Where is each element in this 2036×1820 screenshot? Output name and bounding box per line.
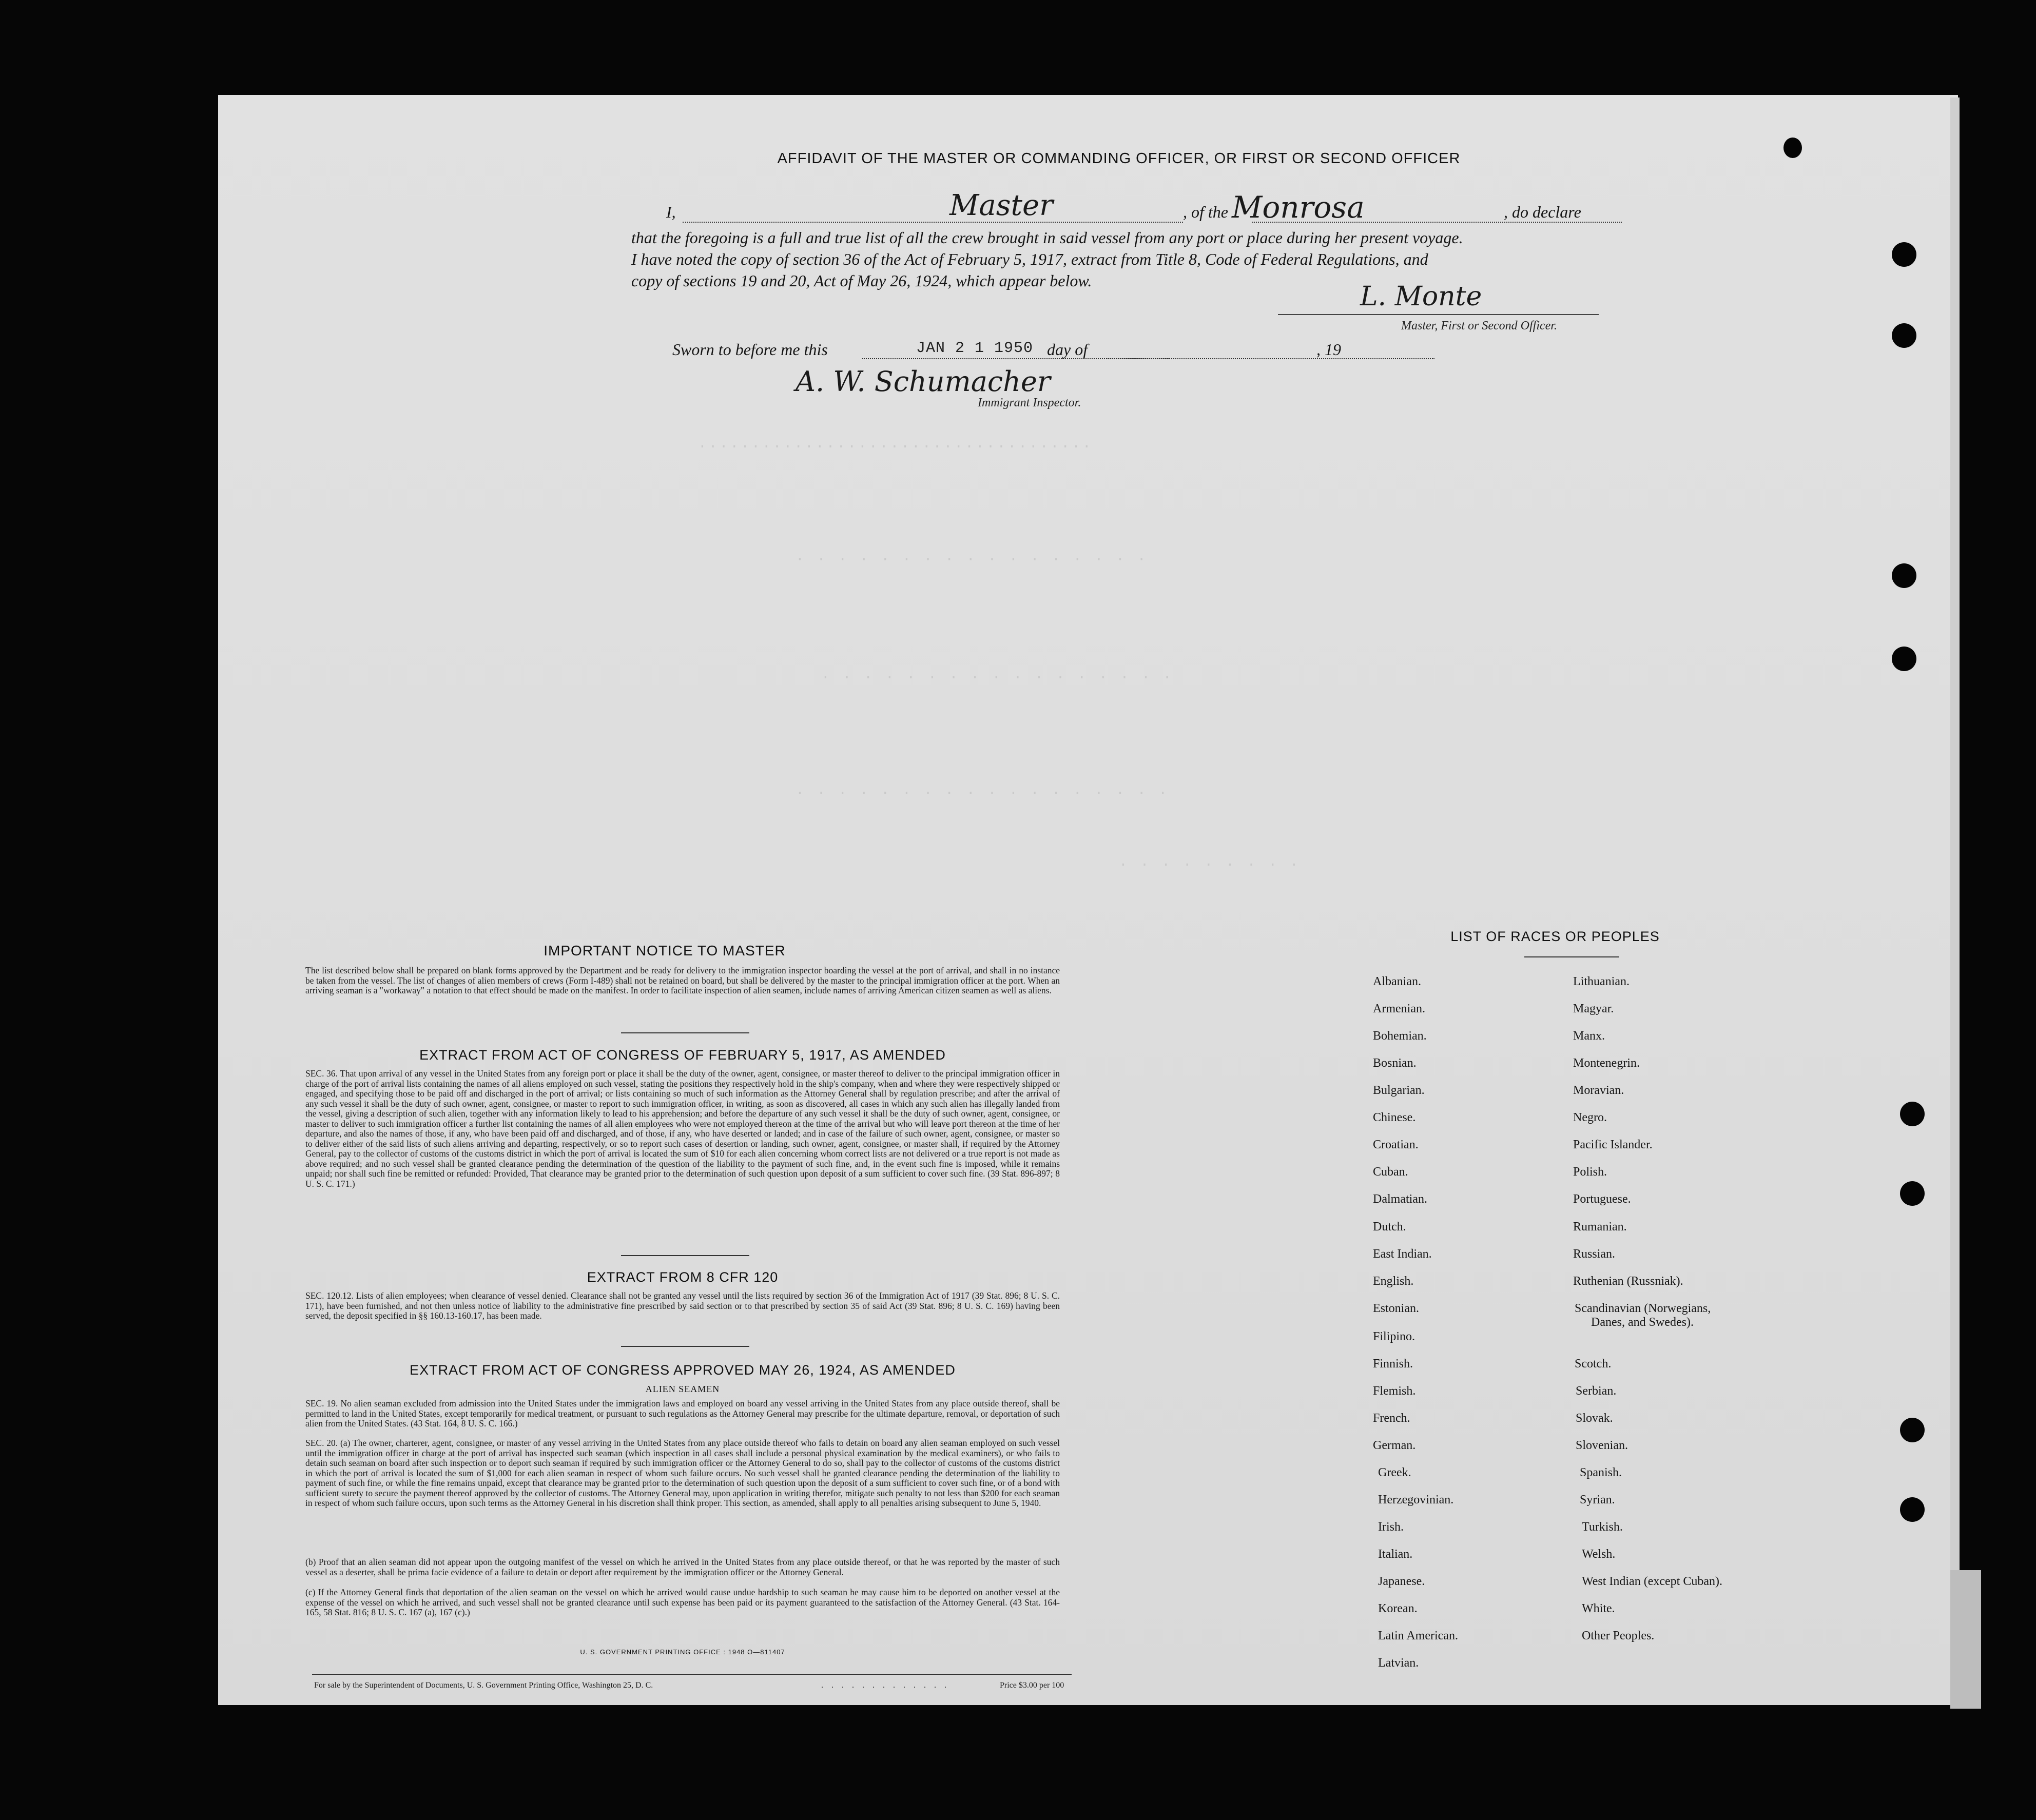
filled-role: Master [949,189,1053,222]
sworn-suffix: , 19 [1316,340,1341,359]
divider [621,1346,749,1347]
date-stamp: JAN 2 1 1950 [916,340,1034,357]
race-item: Bohemian. [1373,1029,1427,1043]
page-edge [1950,97,1960,1706]
races-divider [1524,956,1619,957]
punch-hole [1892,563,1916,588]
race-item: Magyar. [1573,1002,1614,1015]
race-item: Spanish. [1580,1466,1622,1479]
alien-seamen-subtitle: ALIEN SEAMEN [645,1384,720,1394]
punch-hole [1900,1181,1925,1206]
race-item: Italian. [1378,1548,1413,1561]
punch-hole [1900,1418,1925,1442]
race-item: Bulgarian. [1373,1084,1425,1097]
divider [621,1255,749,1256]
race-item: Latvian. [1378,1656,1419,1670]
declaration-line-4: copy of sections 19 and 20, Act of May 26, 1924, which appear below. [631,271,1092,290]
bleed-through: . . . . . . . . . . . . . . . . . [796,549,1148,565]
declaration-line-3: I have noted the copy of section 36 of the Act of February 5, 1917, extract from Title 8, Code of Federal Regulations, and [631,250,1428,268]
race-item: Herzegovinian. [1378,1493,1454,1506]
race-item: Dutch. [1373,1220,1406,1234]
race-item: Chinese. [1373,1111,1416,1124]
race-item: Pacific Islander. [1573,1138,1653,1151]
page-fold [1950,1570,1981,1709]
race-item: Portuguese. [1573,1192,1631,1206]
bleed-through: . . . . . . . . . [1119,854,1301,870]
bleed-through: . . . . . . . . . . . . . . . . . . [796,782,1170,798]
race-item: Scotch. [1575,1357,1612,1371]
race-item: Syrian. [1580,1493,1615,1506]
races-title: LIST OF RACES OR PEOPLES [1450,929,1660,944]
master-signature: L. Monte [1360,281,1482,312]
race-item: Filipino. [1373,1330,1415,1343]
race-item: Korean. [1378,1602,1418,1615]
declaration-suffix: , do declare [1504,203,1581,221]
race-item: Dalmatian. [1373,1192,1427,1206]
race-item: East Indian. [1373,1247,1432,1261]
inspector-signature: A. W. Schumacher [796,365,1051,398]
race-item: Montenegrin. [1573,1056,1640,1070]
race-item: Armenian. [1373,1002,1425,1015]
race-item: Other Peoples. [1582,1629,1655,1642]
divider [621,1032,749,1033]
race-item: Turkish. [1582,1520,1623,1534]
footer-dots: . . . . . . . . . . . . . [821,1681,949,1690]
notice-title: IMPORTANT NOTICE TO MASTER [544,943,786,958]
filled-vessel: Monrosa [1232,190,1365,225]
race-item: Japanese. [1378,1575,1425,1588]
bleed-through: ..................................... [698,436,1093,452]
race-item: Lithuanian. [1573,975,1630,988]
declaration-line-2: that the foregoing is a full and true list of all the crew brought in said vessel from any port or place during her present voyage. [631,228,1463,247]
footer-sale-note: For sale by the Superintendent of Documents, U. S. Government Printing Office, Washington 25, D. C. [314,1681,653,1690]
punch-hole [1783,138,1802,158]
race-item: West Indian (except Cuban). [1582,1575,1722,1588]
race-item: White. [1582,1602,1615,1615]
punch-hole [1900,1102,1925,1126]
punch-hole [1892,242,1916,267]
race-item: Welsh. [1582,1548,1616,1561]
race-item: Polish. [1573,1165,1607,1179]
extract-1924-title: EXTRACT FROM ACT OF CONGRESS APPROVED MAY 26, 1924, AS AMENDED [410,1362,956,1378]
extract-cfr-body: SEC. 120.12. Lists of alien employees; when clearance of vessel denied. Clearance shall not be granted any vessel until the lists required by section 36 of the Immigration Act of 1917 (39 Stat. 896; 8 U. S. C. 171), have been furnished, and not then unless notice of liability to the administrative fine prescribed by said section or to that prescribed by section 35 of said Act (39 Stat. 896; 8 U. S. C. 169) having been served, the deposit specified in §§ 160.13-160.17, has been made. [305,1290,1060,1321]
declaration-mid: , of the [1183,203,1228,221]
extract-cfr-title: EXTRACT FROM 8 CFR 120 [587,1269,779,1285]
affidavit-title: AFFIDAVIT OF THE MASTER OR COMMANDING OFFICER, OR FIRST OR SECOND OFFICER [777,150,1461,167]
race-item: Danes, and Swedes). [1591,1316,1694,1329]
bleed-through: . . . . . . . . . . . . . . . . . [821,667,1174,683]
extract-1917-title: EXTRACT FROM ACT OF CONGRESS OF FEBRUARY 5, 1917, AS AMENDED [419,1047,946,1063]
role-blank [683,201,1183,223]
race-item: Flemish. [1373,1384,1416,1398]
race-item: French. [1373,1412,1410,1425]
race-item: Manx. [1573,1029,1605,1043]
sworn-prefix: Sworn to before me this [672,340,828,359]
race-item: Rumanian. [1573,1220,1627,1234]
sworn-month-blank [1106,339,1434,359]
race-item: German. [1373,1439,1416,1452]
race-item: Slovak. [1576,1412,1613,1425]
sworn-mid: day of [1047,340,1088,359]
race-item: Bosnian. [1373,1056,1417,1070]
race-item: Russian. [1573,1247,1616,1261]
race-item: Finnish. [1373,1357,1413,1371]
race-item: Estonian. [1373,1302,1419,1315]
punch-hole [1892,323,1916,348]
extract-1917-body: SEC. 36. That upon arrival of any vessel in the United States from any foreign port or place it shall be the duty of the owner, agent, consignee, or master thereof to deliver to the principal immigration officer in charge of the port of arrival lists containing the names of all aliens employed on such vessel, stating the positions they respectively hold in the ship's company, when and where they were respectively shipped or engaged, and specifying those to be paid off and discharged in the port of arrival; or lists containing so much of such information as the Attorney General shall by regulation prescribe; and after the arrival of any such vessel it shall be the duty of such owner, agent, consignee, or master to report to such immigration officer, in writing, as soon as discovered, all cases in which any such alien has illegally landed from the vessel, giving a description of such alien, together with any information likely to lead to his apprehension; and before the departure of any such vessel it shall be the duty of such owner, agent, consignee, or master to deliver to such immigration officer a further list containing the names of all alien employees who were not employed thereon at the time of the arrival but who will leave port thereon at the time of her departure, and also the names of those, if any, who have been paid off and discharged, and of those, if any, who have deserted or landed; and in case of the failure of such owner, agent, consignee, or master so to deliver either of the said lists of such aliens arriving and departing, respectively, or so to report such cases of desertion or landing, such owner, agent, consignee, or master shall, if required by the Attorney General, pay to the collector of customs of the customs district in which the port of arrival is located the sum of $10 for each alien concerning whom correct lists are not delivered or a true report is not made as above required; and no such vessel shall be granted clearance pending the determination of the question of the liability to the payment of such fine, and, in the event such fine is imposed, while it remains unpaid; nor shall such fine be remitted or refunded: Provided, That clearance may be granted prior to the determination of such question upon deposit of a sum sufficient to cover such fine. (39 Stat. 896-897; 8 U. S. C. 171.) [305,1068,1060,1189]
master-signature-line [1278,314,1599,315]
extract-1924-sec20b: (b) Proof that an alien seaman did not appear upon the outgoing manifest of the vessel on which he arrived in the United States from any place outside thereof, or that he was reported by the master of such vessel as a deserter, shall be prima facie evidence of a failure to detain or deport after requirement by the immigration officer or the Attorney General. [305,1557,1060,1577]
footer-rule [312,1674,1072,1675]
master-caption: Master, First or Second Officer. [1401,319,1557,332]
punch-hole [1900,1497,1925,1522]
inspector-caption: Immigrant Inspector. [978,396,1081,409]
race-item: Albanian. [1373,975,1421,988]
extract-1924-sec19: SEC. 19. No alien seaman excluded from admission into the United States under the immigration laws and employed on board any vessel arriving in the United States from any place outside thereof, shall be permitted to land in the United States, except temporarily for medical treatment, or pursuant to such regulations as the Attorney General may prescribe for the ultimate departure, removal, or deportation of such alien from the United States. (43 Stat. 164, 8 U. S. C. 166.) [305,1398,1060,1428]
race-item: Negro. [1573,1111,1607,1124]
race-item: Ruthenian (Russniak). [1573,1275,1683,1288]
extract-1924-sec20a: SEC. 20. (a) The owner, charterer, agent, consignee, or master of any vessel arriving in the United States from any place outside thereof who fails to detain on board any alien seaman employed on such vessel until the immigration officer in charge at the port of arrival has inspected such seaman (which inspection in all cases shall include a personal physical examination by the medical examiners), or who fails to detain such seaman on board after such inspection or to deport such seaman if required by such immigration officer or the Attorney General to do so, shall pay to the collector of customs of the customs district in which the port of arrival is located the sum of $1,000 for each alien seaman in respect of whom such failure occurs. No such vessel shall be granted clearance pending the determination of the liability to payment of such fine, or while the fine remains unpaid, except that clearance may be granted prior to the determination of such question upon the deposit of a sum sufficient to cover such fine, or of a bond with sufficient surety to secure the payment thereof approved by the collector of customs. The Attorney General may, upon application in writing therefor, mitigate such penalty to not less than $200 for each seaman in respect of whom such failure occurs, upon such terms as the Attorney General in his discretion shall think proper. This section, as amended, shall apply to all penalties arising subsequent to June 5, 1940. [305,1438,1060,1508]
punch-hole [1892,647,1916,671]
race-item: Irish. [1378,1520,1404,1534]
declaration-prefix: I, [666,203,676,221]
race-item: Latin American. [1378,1629,1458,1642]
notice-body: The list described below shall be prepared on blank forms approved by the Department and be ready for delivery to the immigration inspector boarding the vessel at the port of arrival, and shall in no instance be taken from the vessel. The list of changes of alien members of crews (Form I-489) shall not be retained on board, but shall be delivered by the master to the principal immigration officer at the port. When an arriving seaman is a "workaway" a notation to that effect should be made on the manifest. In order to facilitate inspection of alien seamen, include names of arriving American citizen seamen as well as aliens. [305,965,1060,995]
footer-price: Price $3.00 per 100 [1000,1681,1064,1690]
race-item: English. [1373,1275,1414,1288]
race-item: Croatian. [1373,1138,1419,1151]
race-item: Scandinavian (Norwegians, [1575,1302,1711,1315]
gpo-imprint: U. S. GOVERNMENT PRINTING OFFICE : 1948 O—811407 [580,1648,785,1656]
race-item: Slovenian. [1576,1439,1628,1452]
race-item: Serbian. [1576,1384,1617,1398]
race-item: Cuban. [1373,1165,1408,1179]
race-item: Moravian. [1573,1084,1624,1097]
extract-1924-sec20c: (c) If the Attorney General finds that deportation of the alien seaman on the vessel on which he arrived would cause undue hardship to such seaman he may cause him to be deported on another vessel at the expense of the vessel on which he arrived, and such vessel shall not be granted clearance until such expense has been paid or its payment guaranteed to the satisfaction of the Attorney General. (43 Stat. 164-165, 58 Stat. 816; 8 U. S. C. 167 (a), 167 (c).) [305,1587,1060,1617]
race-item: Greek. [1378,1466,1411,1479]
